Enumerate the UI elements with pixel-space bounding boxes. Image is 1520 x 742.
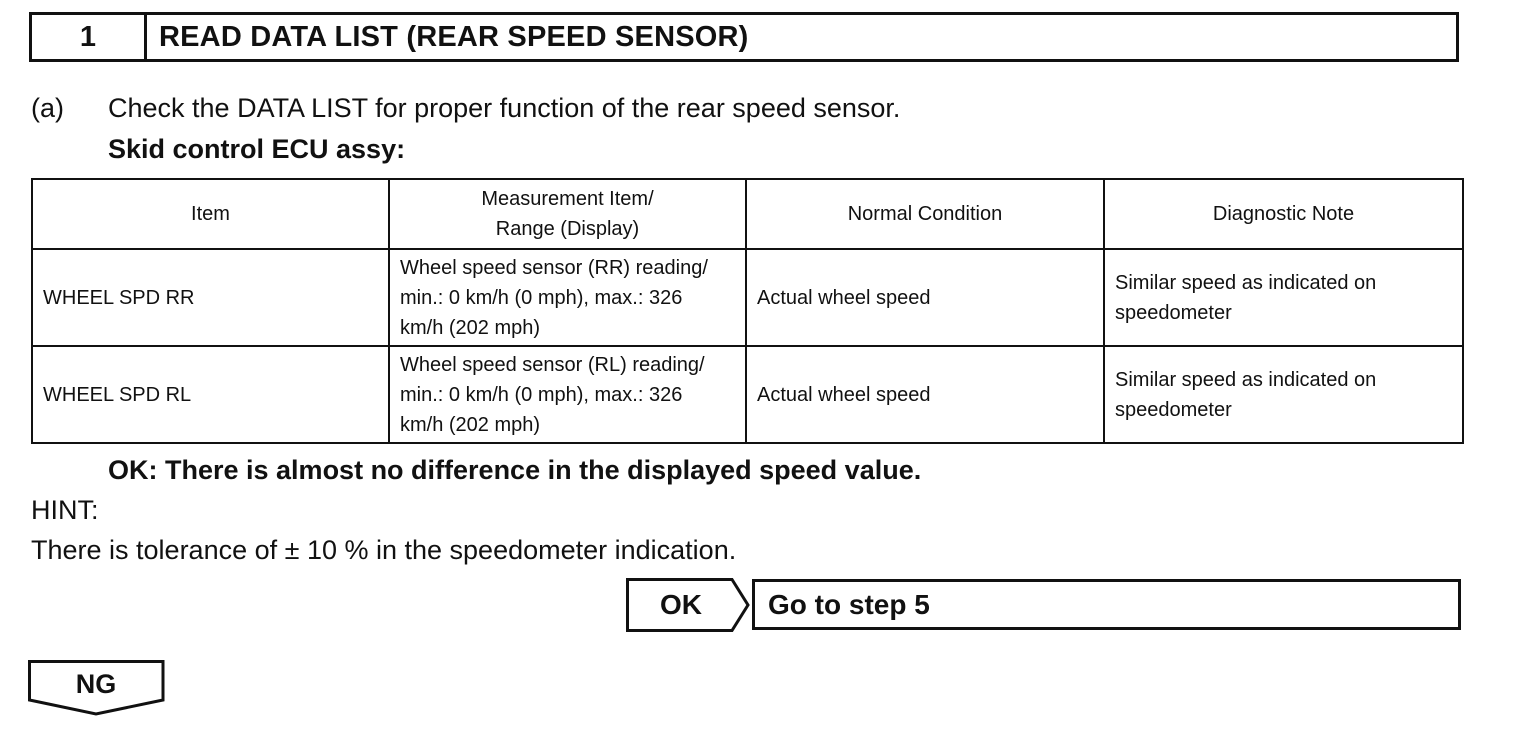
cell-normal-condition: Actual wheel speed xyxy=(746,346,1104,443)
header-measurement: Measurement Item/ Range (Display) xyxy=(389,179,746,249)
goto-step-link[interactable]: Go to step 5 xyxy=(752,579,1461,630)
hint-text: There is tolerance of ± 10 % in the speedometer indication. xyxy=(31,535,737,565)
header-diagnostic-note: Diagnostic Note xyxy=(1104,179,1463,249)
table-header-row xyxy=(32,179,1463,249)
hint-label: HINT: xyxy=(31,495,99,525)
data-list-table xyxy=(31,178,1464,444)
step-header xyxy=(29,12,1459,62)
ok-condition: OK: There is almost no difference in the displayed speed value. xyxy=(108,455,922,485)
step-number: 1 xyxy=(32,15,147,59)
ok-result-label: OK xyxy=(660,589,702,620)
ng-result-label: NG xyxy=(75,668,117,699)
instruction-text: Check the DATA LIST for proper function of the rear speed sensor. xyxy=(108,93,901,123)
header-item: Item xyxy=(32,179,389,249)
table-row xyxy=(32,249,1463,346)
instruction-marker: (a) xyxy=(31,93,64,123)
instruction-subheading: Skid control ECU assy: xyxy=(108,134,406,164)
table-row xyxy=(32,346,1463,443)
header-normal-condition: Normal Condition xyxy=(746,179,1104,249)
cell-range: Wheel speed sensor (RR) reading/ min.: 0 km/h (0 mph), max.: 326 km/h (202 mph) xyxy=(389,249,746,346)
cell-diagnostic-note: Similar speed as indicated on speedometer xyxy=(1104,249,1463,346)
cell-diagnostic-note: Similar speed as indicated on speedometer xyxy=(1104,346,1463,443)
cell-item: WHEEL SPD RR xyxy=(32,249,389,346)
cell-normal-condition: Actual wheel speed xyxy=(746,249,1104,346)
cell-item: WHEEL SPD RL xyxy=(32,346,389,443)
cell-range: Wheel speed sensor (RL) reading/ min.: 0 km/h (0 mph), max.: 326 km/h (202 mph) xyxy=(389,346,746,443)
step-title: READ DATA LIST (REAR SPEED SENSOR) xyxy=(159,20,749,53)
